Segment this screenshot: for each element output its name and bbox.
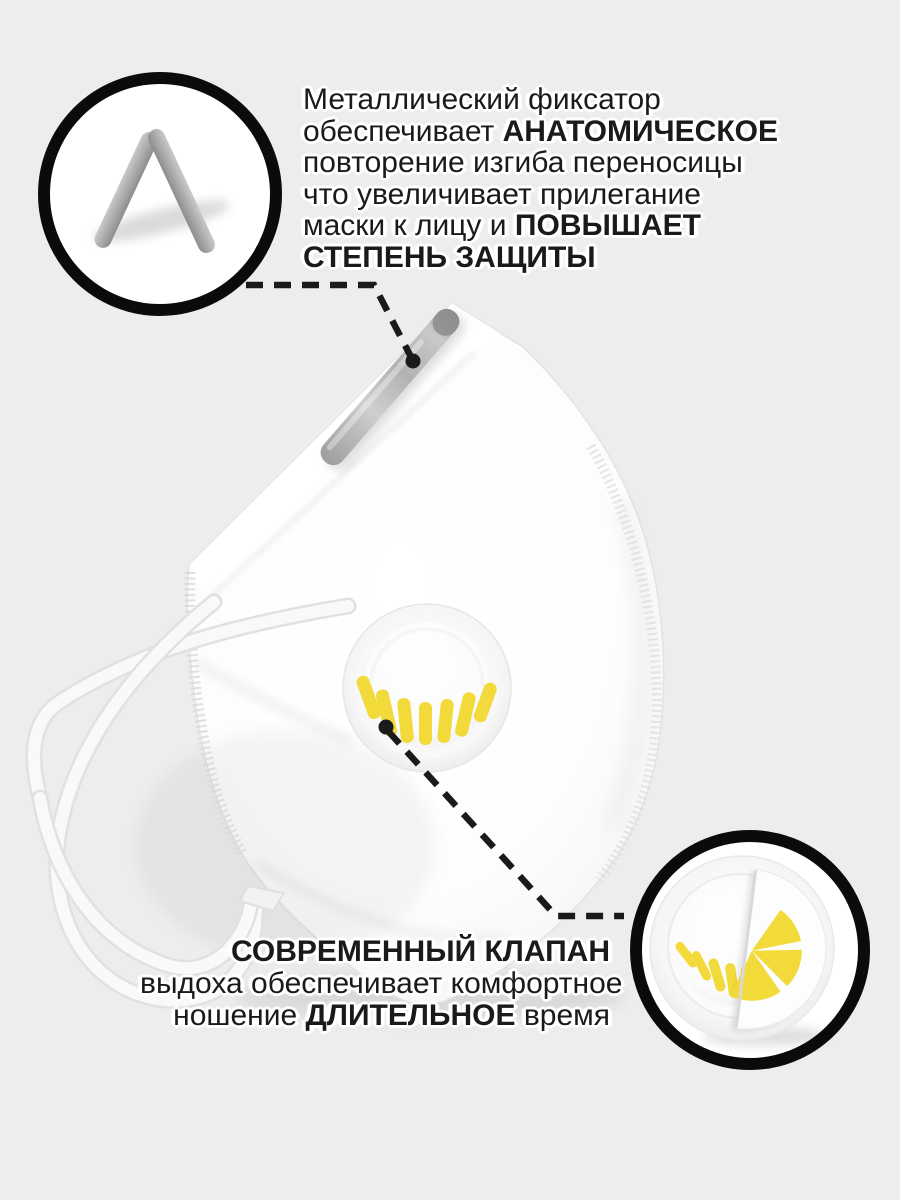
callout-line: ношение ДЛИТЕЛЬНОЕ время [173,999,610,1032]
callout-line: Металлический фиксатор [303,83,661,116]
connector-dot [379,720,394,735]
callout-line: выдоха обеспечивает комфортное [140,967,623,1000]
nose-clip-detail-circle [44,78,276,310]
nose-clip-callout-text [303,84,783,273]
exhale-valve [343,604,511,772]
connector-dot [406,354,421,369]
valve-callout-text [140,935,623,1032]
callout-line: СТЕПЕНЬ ЗАЩИТЫ [303,240,596,274]
valve-detail-circle [636,836,864,1064]
callout-line: повторение изгиба переносицы [303,146,743,179]
callout-line: маски к лицу и ПОВЫШАЕТ [303,209,701,242]
callout-line: что увеличивает прилегание [303,177,701,211]
detail-circle-ring [44,78,276,310]
nose-clip-connector [246,285,421,369]
callout-line: обеспечивает АНАТОМИЧЕСКОЕ [303,114,778,148]
respirator-mask [34,303,664,1020]
callout-line: СОВРЕМЕННЫЙ КЛАПАН [230,935,610,968]
